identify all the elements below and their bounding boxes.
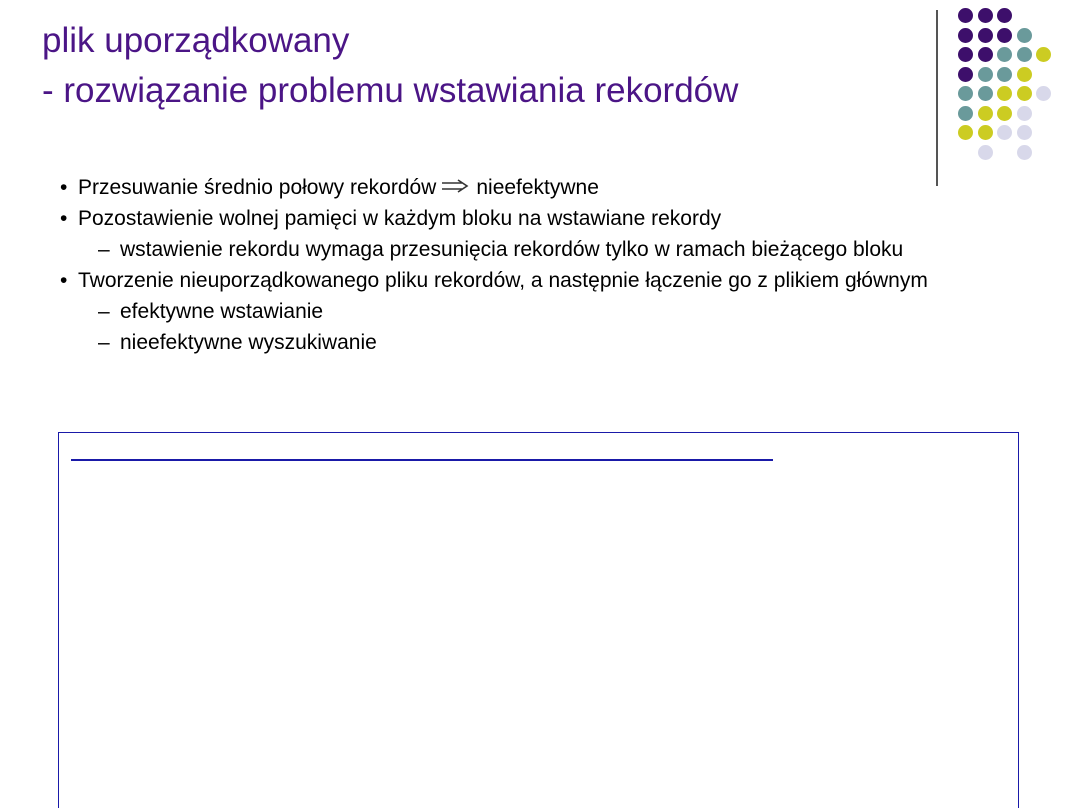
decorative-dot [1017, 125, 1032, 140]
implies-arrow-icon [440, 179, 470, 193]
decorative-dot [1017, 145, 1032, 160]
decorative-dot [1017, 28, 1032, 43]
decorative-dot [997, 28, 1012, 43]
decorative-dot [997, 86, 1012, 101]
decorative-dot [978, 67, 993, 82]
decorative-dot [1036, 47, 1051, 62]
bullet-list [60, 172, 1040, 358]
bullet-item-unordered-file [60, 265, 1008, 296]
decorative-dot [997, 47, 1012, 62]
bullet-text-shift: Przesuwanie średnio połowy rekordów [78, 176, 437, 199]
decorative-dot [1036, 86, 1051, 101]
sub-bullet-text-inefficient: nieefektywne wyszukiwanie [120, 331, 377, 354]
bullet-text-unordered-file: Tworzenie nieuporządkowanego pliku rekordów, a następnie łączenie go z plikiem głównym [78, 269, 928, 292]
bullet-text-free-space: Pozostawienie wolnej pamięci w każdym bloku na wstawiane rekordy [78, 207, 722, 230]
decorative-dot [997, 125, 1012, 140]
decorative-dot [978, 145, 993, 160]
decorative-dot [1017, 86, 1032, 101]
decorative-dot [958, 8, 973, 23]
bullet-item-free-space [60, 203, 1040, 234]
sub-bullet-item-efficient [98, 296, 1000, 327]
decorative-dot [997, 8, 1012, 23]
decorative-dot [978, 28, 993, 43]
decorative-dot [1017, 106, 1032, 121]
title-line-1: plik uporządkowany [42, 21, 350, 60]
decorative-dot [997, 106, 1012, 121]
decorative-dot [958, 125, 973, 140]
sub-bullet-item-inefficient [98, 327, 1000, 358]
decorative-dot [997, 67, 1012, 82]
decorative-dot [958, 86, 973, 101]
decorative-dot [958, 67, 973, 82]
decorative-dot [1017, 47, 1032, 62]
decorative-dot [978, 125, 993, 140]
sub-bullet-text-efficient: efektywne wstawianie [120, 300, 324, 323]
frame-top-rule [71, 459, 773, 461]
decorative-dot [978, 86, 993, 101]
bullet-text-shift-result: nieefektywne [476, 176, 599, 199]
bullet-item-shift [60, 172, 1040, 203]
decorative-dot [978, 47, 993, 62]
title-line-2: - rozwiązanie problemu wstawiania rekordów [42, 71, 739, 110]
decorative-dot [958, 47, 973, 62]
decorative-dot [958, 106, 973, 121]
decorative-dot [1017, 67, 1032, 82]
slide-title [42, 16, 922, 116]
diagram-frame [58, 432, 1019, 808]
sub-bullet-text-insert: wstawienie rekordu wymaga przesunięcia rekordów tylko w ramach bieżącego bloku [120, 238, 904, 261]
sub-bullet-item-insert [98, 234, 1000, 265]
title-divider [936, 10, 938, 186]
decorative-dot [978, 8, 993, 23]
decorative-dot-grid [958, 8, 1068, 168]
decorative-dot [958, 28, 973, 43]
decorative-dot [978, 106, 993, 121]
